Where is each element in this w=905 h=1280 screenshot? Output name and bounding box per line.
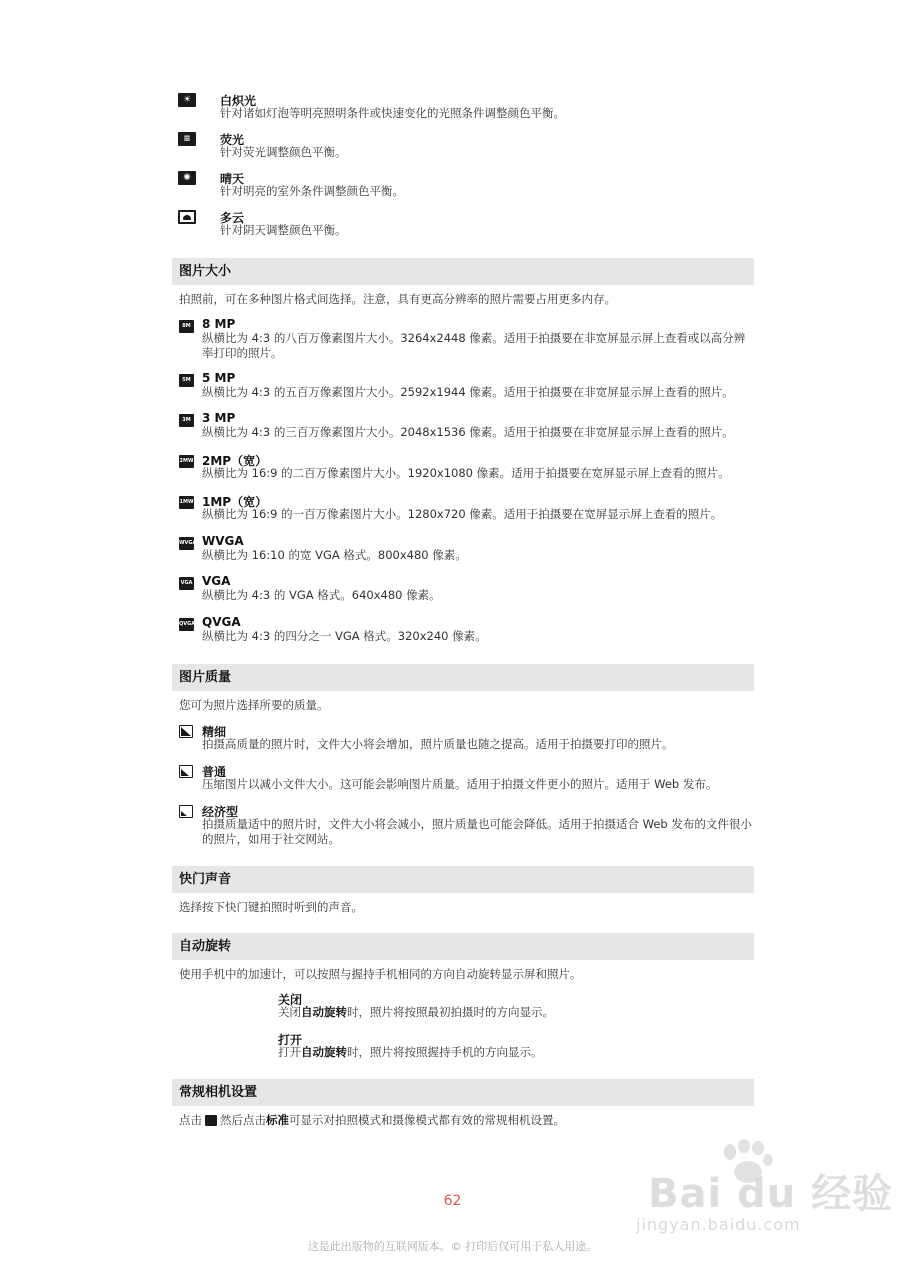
wb-cloudy-desc: 针对阴天调整颜色平衡。: [220, 223, 347, 237]
economy-quality-icon: [179, 805, 193, 818]
fluorescent-icon: ≡: [178, 132, 196, 146]
size-1mp-wide-title: 1MP（宽）: [202, 495, 268, 509]
section-heading-picture-size: 图片大小: [172, 258, 754, 285]
size-qvga-title: QVGA: [202, 615, 241, 629]
rotate-off-desc: 关闭自动旋转时，照片将按照最初拍摄时的方向显示。: [278, 1005, 554, 1019]
wb-incandescent-desc: 针对诸如灯泡等明亮照明条件或快速变化的光照条件调整颜色平衡。: [220, 106, 565, 120]
section-heading-picture-quality: 图片质量: [172, 664, 754, 691]
1mp-wide-icon: 1MW: [179, 496, 194, 509]
size-5mp-desc: 纵横比为 4:3 的五百万像素图片大小。2592x1944 像素。适用于拍摄要在非宽屏显示屏上查看的照片。: [202, 385, 734, 399]
quality-fine-desc: 拍摄高质量的照片时，文件大小将会增加，照片质量也随之提高。适用于拍摄要打印的照片。: [202, 737, 674, 751]
size-3mp-desc: 纵横比为 4:3 的三百万像素图片大小。2048x1536 像素。适用于拍摄要在非宽屏显示屏上查看的照片。: [202, 425, 734, 439]
wb-daylight-desc: 针对明亮的室外条件调整颜色平衡。: [220, 184, 404, 198]
size-qvga-desc: 纵横比为 4:3 的四分之一 VGA 格式。320x240 像素。: [202, 629, 487, 643]
baidu-jingyan-url-watermark: jingyan.baidu.com: [636, 1215, 801, 1234]
quality-economy-desc: 拍摄质量适中的照片时，文件大小将会减小，照片质量也可能会降低。适用于拍摄适合 Web 发布的文件很小的照片，如用于社交网站。: [202, 817, 752, 846]
size-2mp-wide-desc: 纵横比为 16:9 的二百万像素图片大小。1920x1080 像素。适用于拍摄要在宽屏显示屏上查看的照片。: [202, 466, 730, 480]
size-wvga-desc: 纵横比为 16:10 的宽 VGA 格式。800x480 像素。: [202, 548, 467, 562]
settings-icon: [205, 1115, 217, 1126]
5mp-icon: 5M: [179, 374, 194, 387]
wvga-icon: WVGA: [179, 537, 194, 550]
wb-cloudy-title: 多云: [220, 211, 245, 225]
wb-fluorescent-title: 荧光: [220, 133, 245, 147]
size-vga-title: VGA: [202, 574, 231, 588]
picture-quality-intro: 您可为照片选择所要的质量。: [179, 698, 329, 712]
size-vga-desc: 纵横比为 4:3 的 VGA 格式。640x480 像素。: [202, 588, 441, 602]
section-heading-auto-rotate: 自动旋转: [172, 933, 754, 960]
rotate-on-title: 打开: [278, 1033, 303, 1047]
qvga-icon: QVGA: [179, 618, 194, 631]
wb-fluorescent-desc: 针对荧光调整颜色平衡。: [220, 145, 347, 159]
wb-incandescent-title: 白炽光: [220, 94, 257, 108]
general-settings-intro: 点击 然后点击标准可显示对拍照模式和摄像模式都有效的常规相机设置。: [179, 1113, 565, 1127]
size-3mp-title: 3 MP: [202, 411, 236, 425]
size-8mp-desc: 纵横比为 4:3 的八百万像素图片大小。3264x2448 像素。适用于拍摄要在非宽屏显示屏上查看或以高分辨率打印的照片。: [202, 331, 746, 360]
2mp-wide-icon: 2MW: [179, 455, 194, 468]
size-wvga-title: WVGA: [202, 534, 244, 548]
3mp-icon: 3M: [179, 414, 194, 427]
section-heading-general-camera-settings: 常规相机设置: [172, 1079, 754, 1106]
picture-size-intro: 拍照前，可在多种图片格式间选择。注意，具有更高分辨率的照片需要占用更多内存。: [179, 292, 616, 306]
quality-normal-desc: 压缩图片以减小文件大小。这可能会影响图片质量。适用于拍摄文件更小的照片。适用于 Web 发布。: [202, 777, 718, 791]
vga-icon: VGA: [179, 577, 194, 590]
wb-daylight-title: 晴天: [220, 172, 245, 186]
size-2mp-wide-title: 2MP（宽）: [202, 454, 268, 468]
page-number: 62: [443, 1193, 462, 1209]
quality-fine-title: 精细: [202, 725, 227, 739]
incandescent-icon: ☀: [178, 93, 196, 107]
quality-economy-title: 经济型: [202, 805, 239, 819]
size-8mp-title: 8 MP: [202, 317, 236, 331]
section-heading-shutter-sound: 快门声音: [172, 866, 754, 893]
rotate-on-desc: 打开自动旋转时，照片将按照握持手机的方向显示。: [278, 1045, 543, 1059]
size-1mp-wide-desc: 纵横比为 16:9 的一百万像素图片大小。1280x720 像素。适用于拍摄要在宽屏显示屏上查看的照片。: [202, 507, 723, 521]
daylight-icon: ✺: [178, 171, 196, 185]
8mp-icon: 8M: [179, 320, 194, 333]
rotate-off-title: 关闭: [278, 993, 303, 1007]
shutter-sound-intro: 选择按下快门键拍照时听到的声音。: [179, 900, 363, 914]
cloudy-icon: [178, 210, 196, 224]
quality-normal-title: 普通: [202, 765, 227, 779]
baidu-jingyan-watermark: Bai du 经验: [648, 1171, 894, 1217]
fine-quality-icon: [179, 725, 193, 738]
page-footer: 这是此出版物的互联网版本。© 打印后仅可用于私人用途。: [307, 1240, 598, 1253]
size-5mp-title: 5 MP: [202, 371, 236, 385]
normal-quality-icon: [179, 765, 193, 778]
auto-rotate-intro: 使用手机中的加速计，可以按照与握持手机相同的方向自动旋转显示屏和照片。: [179, 967, 582, 981]
